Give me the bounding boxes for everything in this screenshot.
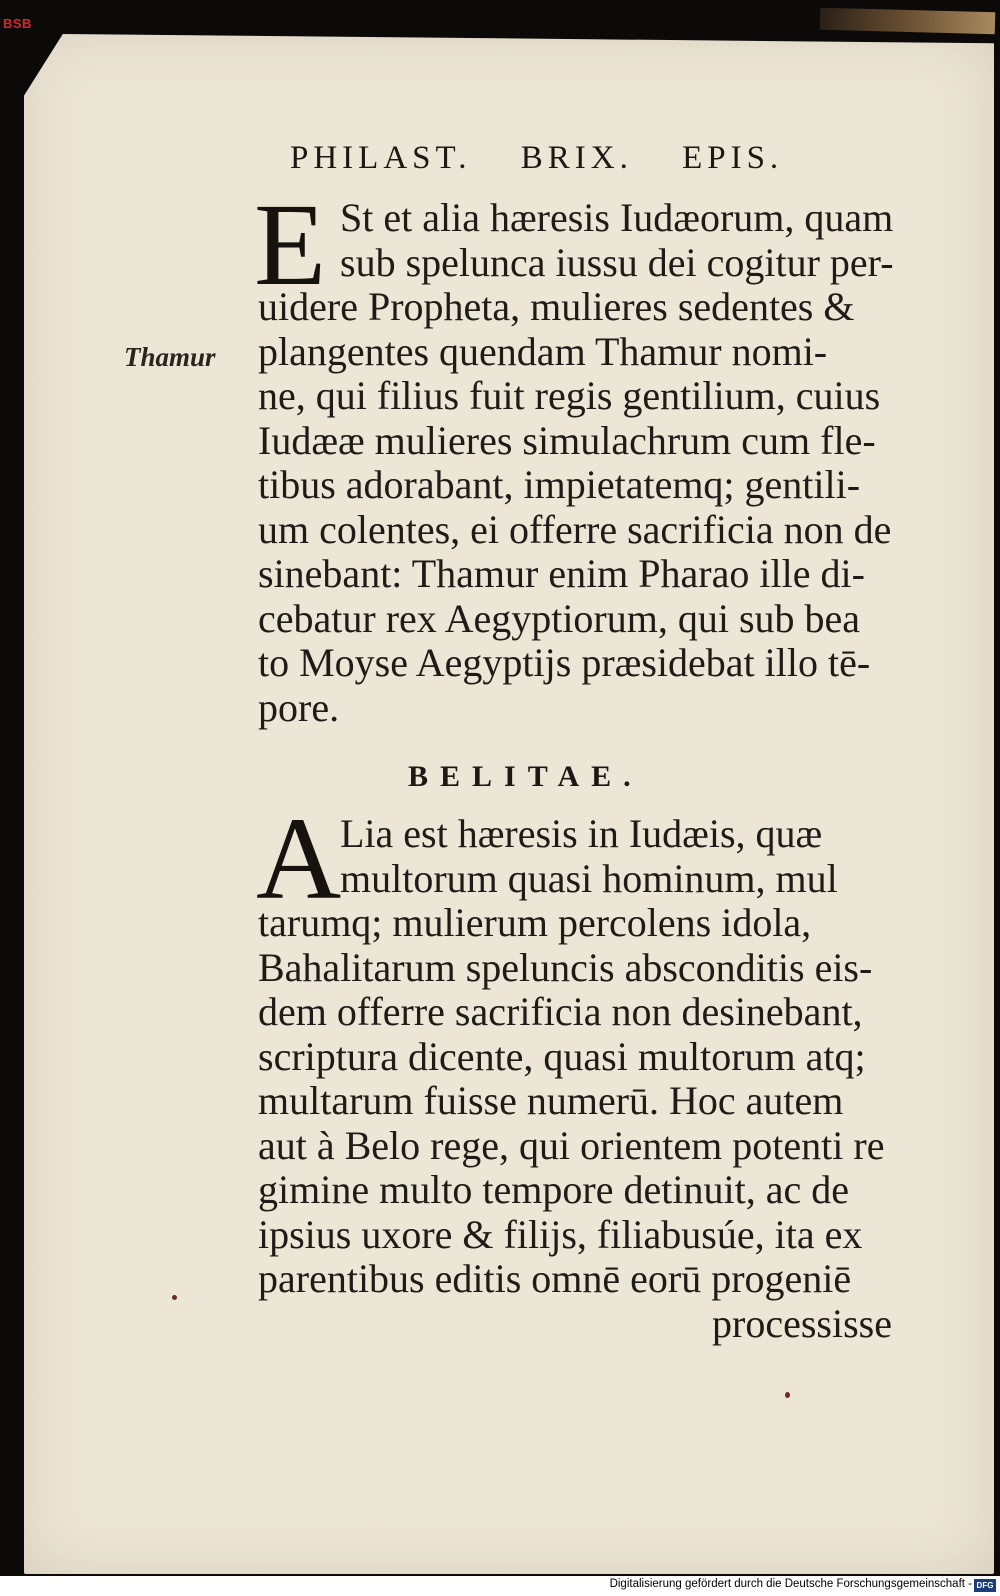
drop-capital: E <box>254 179 327 310</box>
text-line: gimine multo tempore detinuit, ac de <box>258 1168 849 1212</box>
text-line: tarumq; mulierum percolens idola, <box>258 901 812 945</box>
text-line: sinebant: Thamur enim Pharao ille di- <box>258 552 865 596</box>
text-line: aut à Belo rege, qui orientem potenti re <box>258 1123 885 1168</box>
catchword: processisse <box>712 1301 892 1346</box>
text-line: scriptura dicente, quasi multorum atq; <box>258 1034 866 1079</box>
text-line: multorum quasi hominum, mul <box>340 856 838 901</box>
library-tag: BSB <box>3 16 32 31</box>
funding-notice: Digitalisierung gefördert durch die Deutsche Forschungsgemeinschaft - <box>609 1578 972 1590</box>
text-line: dem offerre sacrificia non desinebant, <box>258 990 863 1034</box>
text-line: ne, qui filius fuit regis gentilium, cuius <box>258 374 881 418</box>
text-line: plangentes quendam Thamur nomi- <box>258 329 828 374</box>
text-line: Bahalitarum speluncis absconditis eis- <box>258 945 873 990</box>
book-edge <box>820 8 996 35</box>
text-line: pore. <box>258 685 340 730</box>
running-head-word: BRIX. <box>520 140 633 176</box>
text-line: sub spelunca iussu dei cogitur per- <box>340 240 894 285</box>
section-heading: BELITAE. <box>408 760 643 793</box>
drop-capital: A <box>256 793 342 924</box>
text-line: um colentes, ei offerre sacrificia non de <box>258 507 892 552</box>
paragraph-thamur <box>258 196 918 730</box>
text-line: St et alia hæresis Iudæorum, quam <box>340 196 894 240</box>
running-head-word: EPIS. <box>682 140 784 176</box>
text-line: Lia est hæresis in Iudæis, quæ <box>340 812 823 856</box>
text-line: multarum fuisse numerū. Hoc autem <box>258 1079 844 1123</box>
text-line: uidere Propheta, mulieres sedentes & <box>258 285 855 329</box>
text-line: parentibus editis omnē eorū progeniē <box>258 1257 852 1301</box>
running-head-word: PHILAST. <box>290 140 472 176</box>
dfg-logo: DFG <box>974 1579 996 1592</box>
marginal-note: Thamur <box>124 342 216 372</box>
paragraph-belitae <box>258 812 918 1302</box>
paper-spot <box>172 1295 177 1300</box>
paper-spot <box>785 1392 790 1398</box>
text-line: Iudææ mulieres simulachrum cum fle- <box>258 418 876 463</box>
running-head <box>290 140 830 177</box>
text-line: ipsius uxore & filijs, filiabusúe, ita ex <box>258 1212 863 1257</box>
text-line: cebatur rex Aegyptiorum, qui sub bea <box>258 596 861 641</box>
footer-bar <box>0 1576 1000 1596</box>
text-line: tibus adorabant, impietatemq; gentili- <box>258 463 861 507</box>
text-line: to Moyse Aegyptijs præsidebat illo tē- <box>258 641 871 685</box>
